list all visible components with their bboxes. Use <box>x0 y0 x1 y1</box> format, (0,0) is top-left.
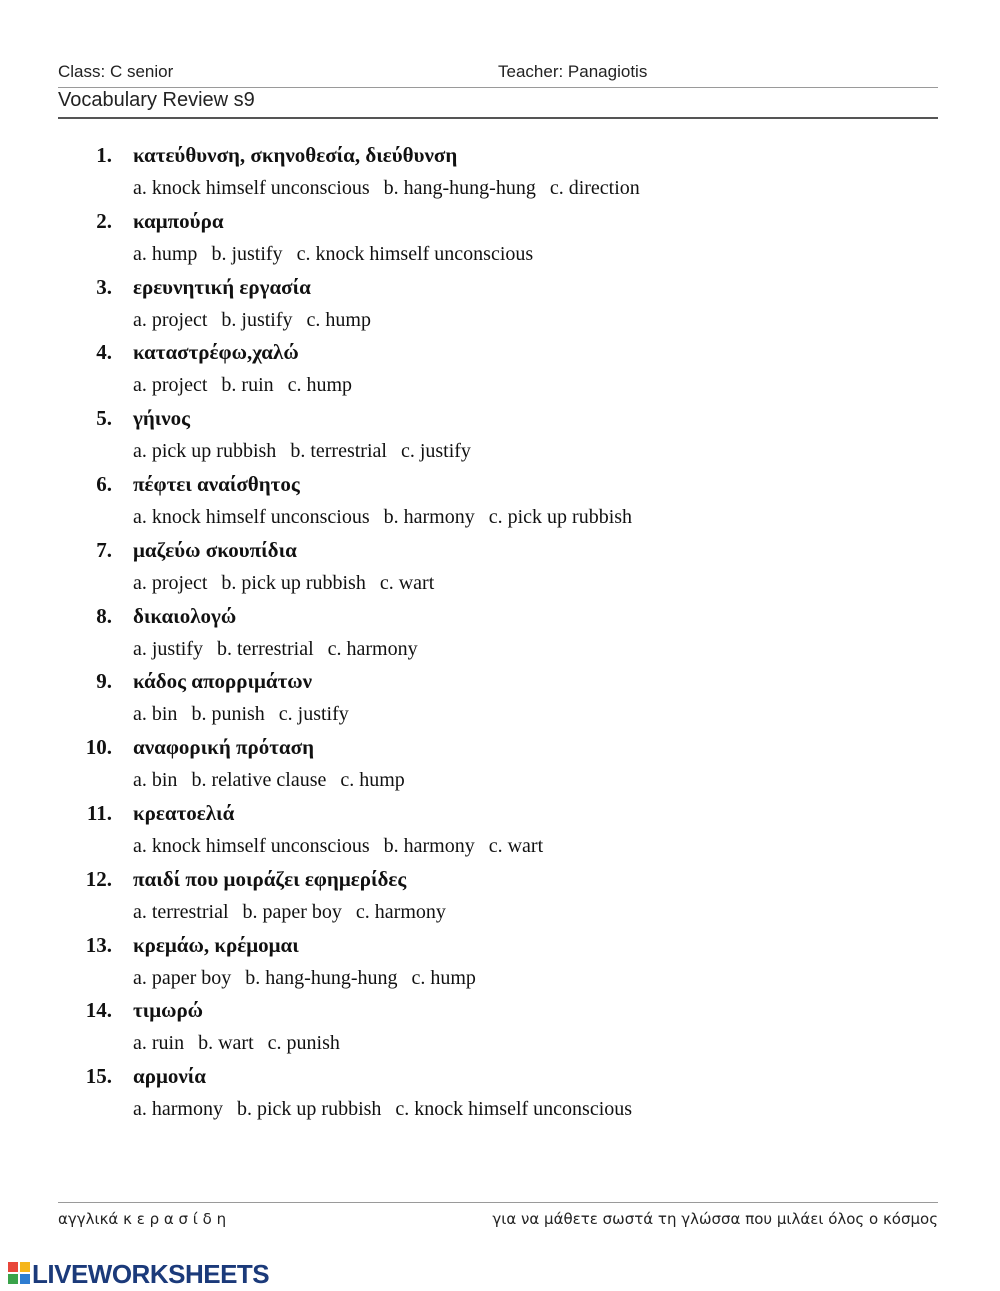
header-divider <box>58 87 938 88</box>
answer-option[interactable]: a. terrestrial <box>133 900 229 923</box>
question-number: 9. <box>96 669 112 694</box>
question-number: 8. <box>96 603 112 628</box>
question-term: αναφορική πρόταση <box>133 735 315 760</box>
class-label: Class: C senior <box>58 62 174 81</box>
question-number: 10. <box>85 735 112 760</box>
question-item <box>0 209 1000 275</box>
answer-option[interactable]: c. direction <box>549 177 640 199</box>
answer-option[interactable]: c. justify <box>400 440 471 463</box>
answer-option[interactable]: b. pick up rubbish <box>221 571 366 594</box>
question-number: 5. <box>96 406 112 431</box>
question-term: κρεατοελιά <box>133 800 235 825</box>
question-term: δικαιολογώ <box>133 603 237 628</box>
question-number: 1. <box>96 143 112 167</box>
answer-option[interactable]: b. harmony <box>383 505 475 528</box>
question-number: 4. <box>96 340 112 365</box>
answer-options <box>133 243 533 266</box>
question-item <box>0 538 1000 604</box>
answer-option[interactable]: a. project <box>133 374 208 397</box>
liveworksheets-logo-icon <box>8 1262 30 1284</box>
question-item <box>0 275 1000 341</box>
answer-option[interactable]: a. knock himself unconscious <box>133 505 370 528</box>
question-item <box>0 472 1000 538</box>
answer-option[interactable]: b. pick up rubbish <box>236 1098 382 1121</box>
answer-option[interactable]: a. project <box>133 571 208 594</box>
answer-option[interactable]: b. harmony <box>383 834 475 857</box>
answer-option[interactable]: a. bin <box>133 769 178 792</box>
question-number: 2. <box>96 208 112 233</box>
header-row <box>58 62 938 84</box>
footer-right-text: για να μάθετε σωστά τη γλώσσα που μιλάει όλος ο κόσμος <box>492 1210 938 1228</box>
question-item <box>0 998 1000 1064</box>
answer-option[interactable]: b. justify <box>221 308 293 331</box>
answer-option[interactable]: b. justify <box>211 242 283 265</box>
answer-option[interactable]: a. project <box>133 308 208 331</box>
answer-option[interactable]: c. wart <box>488 834 544 857</box>
footer-left-text: αγγλικά κ ε ρ α σ ί δ η <box>58 1210 227 1228</box>
answer-option[interactable]: a. paper boy <box>133 966 232 989</box>
answer-options <box>133 177 640 200</box>
answer-option[interactable]: a. knock himself unconscious <box>133 834 370 857</box>
answer-options <box>133 769 405 792</box>
answer-options <box>133 1032 340 1055</box>
question-term: καταστρέφω,χαλώ <box>133 340 299 365</box>
answer-option[interactable]: a. bin <box>133 703 178 726</box>
answer-options <box>133 901 446 924</box>
answer-option[interactable]: c. pick up rubbish <box>488 505 633 528</box>
answer-option[interactable]: c. harmony <box>355 900 446 923</box>
answer-options <box>133 374 352 397</box>
question-term: κρεμάω, κρέμομαι <box>133 932 299 957</box>
question-item <box>0 406 1000 472</box>
answer-options <box>133 703 349 726</box>
question-item <box>0 933 1000 999</box>
question-term: γήινος <box>133 406 191 431</box>
answer-option[interactable]: b. punish <box>191 703 265 726</box>
question-item <box>0 867 1000 933</box>
question-number: 3. <box>96 274 112 299</box>
question-number: 15. <box>85 1064 112 1089</box>
answer-option[interactable]: a. harmony <box>133 1098 223 1121</box>
answer-options <box>133 638 418 661</box>
answer-option[interactable]: c. knock himself unconscious <box>395 1098 633 1121</box>
answer-option[interactable]: a. knock himself unconscious <box>133 177 370 199</box>
answer-options <box>133 440 471 463</box>
question-term: κάδος απορριμάτων <box>133 669 313 694</box>
answer-options <box>133 309 371 332</box>
answer-option[interactable]: b. terrestrial <box>290 440 387 463</box>
question-term: μαζεύω σκουπίδια <box>133 537 297 562</box>
question-item <box>0 143 1000 209</box>
answer-option[interactable]: b. hang-hung-hung <box>383 177 536 199</box>
question-term: καμπούρα <box>133 208 224 233</box>
answer-option[interactable]: a. pick up rubbish <box>133 440 277 463</box>
question-number: 12. <box>85 866 112 891</box>
question-term: αρμονία <box>133 1064 206 1089</box>
question-term: κατεύθυνση, σκηνοθεσία, διεύθυνση <box>133 143 458 167</box>
answer-option[interactable]: a. justify <box>133 637 203 660</box>
page-title: Vocabulary Review s9 <box>58 89 255 111</box>
question-number: 7. <box>96 537 112 562</box>
answer-option[interactable]: c. hump <box>306 308 371 331</box>
answer-options <box>133 1098 632 1121</box>
question-number: 13. <box>85 932 112 957</box>
question-term: πέφτει αναίσθητος <box>133 471 300 496</box>
question-item <box>0 735 1000 801</box>
answer-option[interactable]: b. wart <box>198 1032 254 1055</box>
question-term: παιδί που μοιράζει εφημερίδες <box>133 866 407 891</box>
answer-option[interactable]: b. hang-hung-hung <box>245 966 398 989</box>
answer-option[interactable]: b. relative clause <box>191 769 327 792</box>
question-number: 14. <box>85 998 112 1023</box>
footer-divider <box>58 1202 938 1203</box>
question-number: 11. <box>86 800 112 825</box>
answer-option[interactable]: c. knock himself unconscious <box>296 242 534 265</box>
question-term: τιμωρώ <box>133 998 204 1023</box>
answer-option[interactable]: b. ruin <box>221 374 274 397</box>
question-term: ερευνητική εργασία <box>133 274 311 299</box>
question-list <box>0 143 1000 1130</box>
answer-option[interactable]: c. hump <box>340 769 405 792</box>
answer-options <box>133 835 543 858</box>
answer-option[interactable]: c. wart <box>379 571 435 594</box>
answer-option[interactable]: c. hump <box>287 374 353 397</box>
answer-option[interactable]: c. punish <box>267 1032 340 1055</box>
question-item <box>0 801 1000 867</box>
answer-option[interactable]: c. harmony <box>327 637 418 660</box>
answer-option[interactable]: b. terrestrial <box>217 637 314 660</box>
answer-options <box>133 572 434 595</box>
answer-option[interactable]: c. hump <box>411 966 476 989</box>
answer-option[interactable]: b. paper boy <box>242 900 342 923</box>
brand-name: LIVEWORKSHEETS <box>32 1259 270 1289</box>
answer-options <box>133 967 476 990</box>
answer-option[interactable]: c. justify <box>278 703 349 726</box>
question-item <box>0 1064 1000 1130</box>
question-item <box>0 604 1000 670</box>
teacher-label: Teacher: Panagiotis <box>498 62 648 81</box>
question-item <box>0 340 1000 406</box>
answer-option[interactable]: a. hump <box>133 242 198 265</box>
title-divider <box>58 117 938 119</box>
answer-option[interactable]: a. ruin <box>133 1032 185 1055</box>
question-item <box>0 669 1000 735</box>
question-number: 6. <box>96 471 112 496</box>
answer-options <box>133 506 632 529</box>
